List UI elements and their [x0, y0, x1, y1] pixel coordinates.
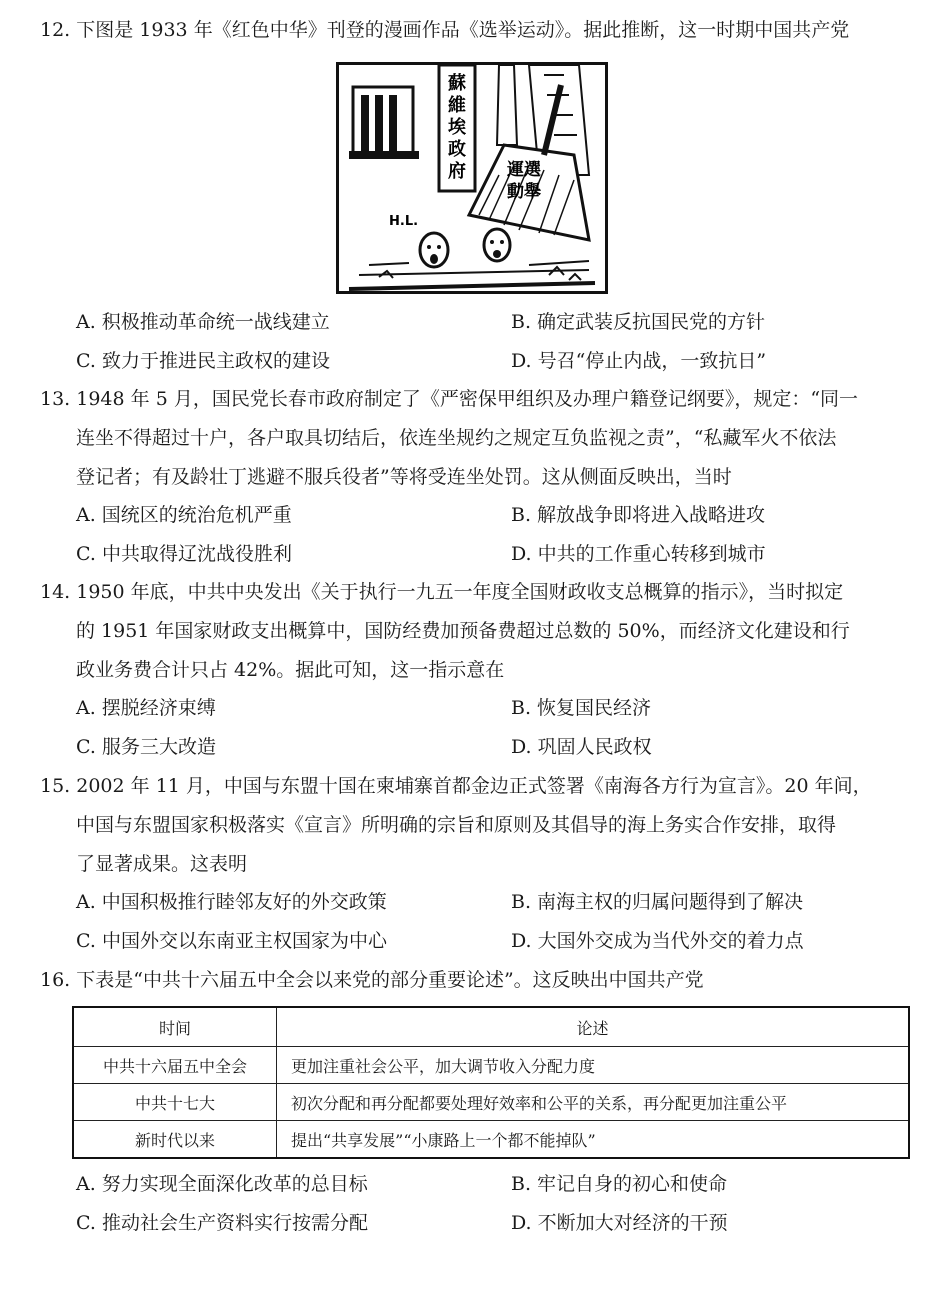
- cartoon-caption-char: 埃: [448, 117, 466, 138]
- q15-stem-line: 了显著成果。这表明: [76, 853, 248, 875]
- q13-option-d: D. 中共的工作重心转移到城市: [511, 543, 766, 565]
- q14-stem-line: 的 1951 年国家财政支出概算中，国防经费加预备费超过总数的 50%，而经济文化建设和行: [76, 620, 850, 642]
- q13-option-b: B. 解放战争即将进入战略进攻: [511, 504, 766, 526]
- q14-stem-line: 政业务费合计只占 42%。据此可知，这一指示意在: [76, 659, 505, 681]
- table-row: [73, 1121, 909, 1159]
- q16-option-d: D. 不断加大对经济的干预: [511, 1212, 728, 1234]
- q13-option-a: A. 国统区的统治危机严重: [76, 504, 292, 526]
- table-header-row: [73, 1007, 909, 1047]
- table-header-time: 时间: [73, 1007, 277, 1047]
- q14-option-d: D. 巩固人民政权: [511, 736, 652, 758]
- table-cell-statement: 更加注重社会公平，加大调节收入分配力度: [277, 1047, 910, 1084]
- q16-table: [72, 1006, 910, 1159]
- table-cell-time: 中共十六届五中全会: [73, 1047, 277, 1084]
- q12-stem: 12. 下图是 1933 年《红色中华》刊登的漫画作品《选举运动》。据此推断，这一时期中国共产党: [40, 19, 850, 41]
- q15-option-c: C. 中国外交以东南亚主权国家为中心: [76, 930, 387, 952]
- table-row: [73, 1084, 909, 1121]
- q16-option-b: B. 牢记自身的初心和使命: [511, 1173, 728, 1195]
- cartoon-drawing: [339, 65, 605, 291]
- q15-stem-line: 15. 2002 年 11 月，中国与东盟十国在柬埔寨首都金边正式签署《南海各方行为宣言》。20 年间，: [40, 775, 872, 797]
- q13-stem-line: 登记者；有及龄壮丁逃避不服兵役者”等将受连坐处罚。这从侧面反映出，当时: [76, 466, 732, 488]
- table-cell-statement: 提出“共享发展”“小康路上一个都不能掉队”: [277, 1121, 910, 1159]
- election-cartoon: [336, 62, 608, 294]
- q12-option-c: C. 致力于推进民主政权的建设: [76, 350, 330, 372]
- q12-option-b: B. 确定武装反抗国民党的方针: [511, 311, 766, 333]
- q14-option-c: C. 服务三大改造: [76, 736, 216, 758]
- q16-option-c: C. 推动社会生产资料实行按需分配: [76, 1212, 368, 1234]
- q15-option-a: A. 中国积极推行睦邻友好的外交政策: [76, 891, 387, 913]
- cartoon-banner-text: 動舉: [507, 182, 541, 202]
- q15-option-b: B. 南海主权的归属问题得到了解决: [511, 891, 804, 913]
- q16-stem: 16. 下表是“中共十六届五中全会以来党的部分重要论述”。这反映出中国共产党: [40, 969, 704, 991]
- q13-option-c: C. 中共取得辽沈战役胜利: [76, 543, 292, 565]
- cartoon-caption-char: 政: [448, 139, 466, 160]
- q14-option-a: A. 摆脱经济束缚: [76, 697, 216, 719]
- table-cell-statement: 初次分配和再分配都要处理好效率和公平的关系，再分配更加注重公平: [277, 1084, 910, 1121]
- q15-option-d: D. 大国外交成为当代外交的着力点: [511, 930, 804, 952]
- table-cell-time: 新时代以来: [73, 1121, 277, 1159]
- table-row: [73, 1047, 909, 1084]
- q14-stem-line: 14. 1950 年底，中共中央发出《关于执行一九五一年度全国财政收支总概算的指示》，当时拟定: [40, 581, 844, 603]
- table-cell-time: 中共十七大: [73, 1084, 277, 1121]
- q12-option-d: D. 号召“停止内战，一致抗日”: [511, 350, 767, 372]
- q15-stem-line: 中国与东盟国家积极落实《宣言》所明确的宗旨和原则及其倡导的海上务实合作安排，取得: [76, 814, 837, 836]
- cartoon-caption-char: 府: [448, 161, 466, 182]
- table-header-statement: 论述: [277, 1007, 910, 1047]
- cartoon-caption-char: 維: [448, 95, 466, 116]
- q12-option-a: A. 积极推动革命统一战线建立: [76, 311, 330, 333]
- cartoon-banner-text: 運選: [507, 160, 541, 180]
- q16-option-a: A. 努力实现全面深化改革的总目标: [76, 1173, 368, 1195]
- q14-option-b: B. 恢复国民经济: [511, 697, 652, 719]
- q13-stem-line: 连坐不得超过十户，各户取具切结后，依连坐规约之规定互负监视之责”，“私藏军火不依法: [76, 427, 837, 449]
- q13-stem-line: 13. 1948 年 5 月，国民党长春市政府制定了《严密保甲组织及办理户籍登记纲要》，规定：“同一: [40, 388, 859, 410]
- cartoon-label: H.L.: [389, 214, 419, 229]
- cartoon-caption-char: 蘇: [448, 73, 466, 94]
